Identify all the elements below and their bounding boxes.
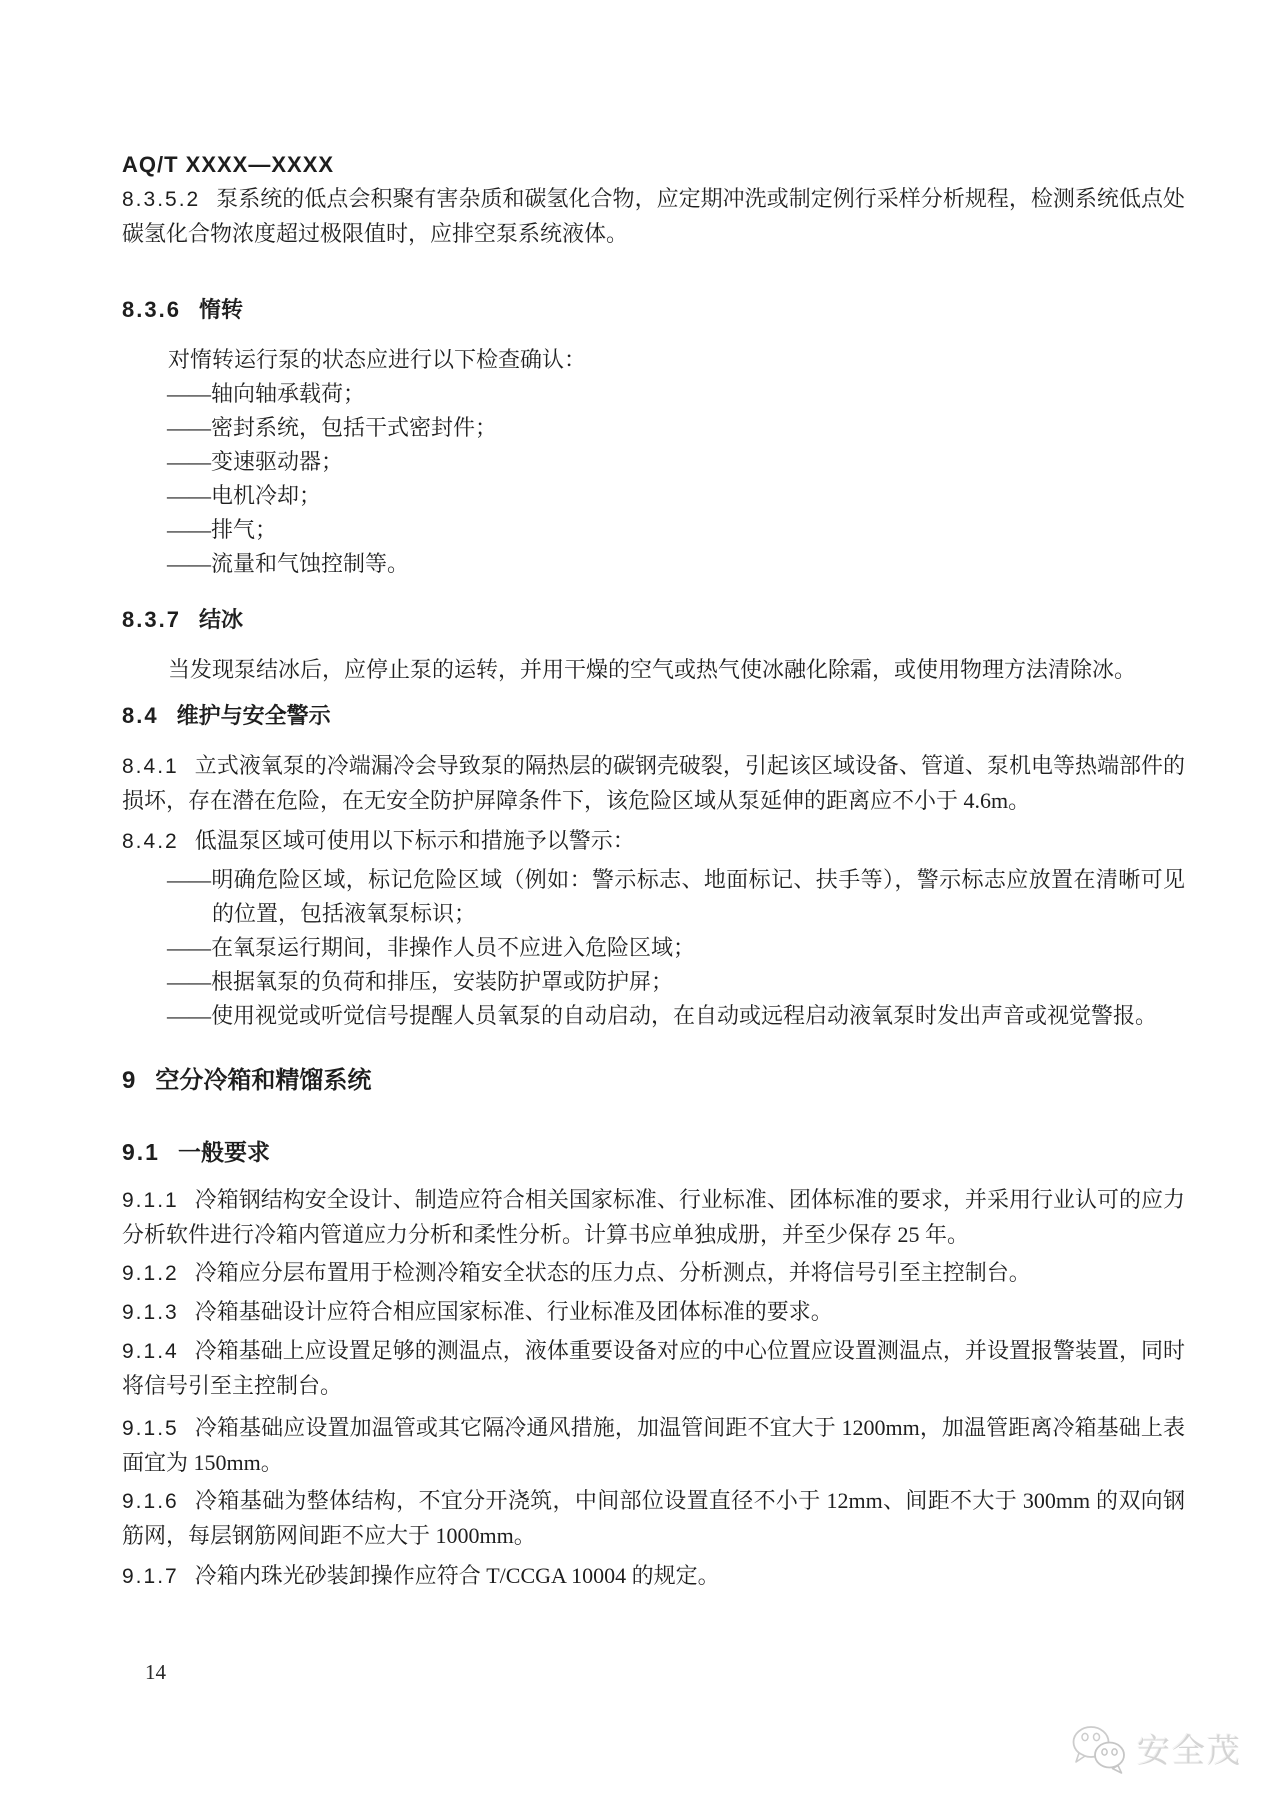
heading-8-3-7 bbox=[122, 603, 1185, 637]
clause-9-1-6 bbox=[122, 1484, 1185, 1553]
heading-number: 9 bbox=[122, 1067, 138, 1094]
heading-number: 9.1 bbox=[122, 1139, 160, 1165]
clause-9-1-3 bbox=[122, 1295, 1185, 1330]
clause-number: 9.1.6 bbox=[122, 1490, 179, 1513]
clause-number: 9.1.3 bbox=[122, 1301, 179, 1324]
clause-number: 8.4.1 bbox=[122, 755, 179, 778]
clause-number: 8.4.2 bbox=[122, 830, 179, 853]
heading-9-1 bbox=[122, 1135, 1185, 1169]
list-item: ——排气； bbox=[167, 517, 278, 542]
list-item: ——变速驱动器； bbox=[167, 449, 344, 474]
clause-number: 9.1.1 bbox=[122, 1189, 179, 1212]
list-item: ——轴向轴承载荷； bbox=[167, 381, 366, 406]
clause-text: 冷箱钢结构安全设计、制造应符合相关国家标准、行业标准、团体标准的要求，并采用行业认可的应力分析软件进行冷箱内管道应力分析和柔性分析。计算书应单独成册，并至少保存 25 年。 bbox=[122, 1187, 1185, 1247]
clause-9-1-7 bbox=[122, 1559, 1185, 1594]
running-header: AQ/T XXXX—XXXX bbox=[122, 152, 335, 177]
clause-9-1-4 bbox=[122, 1334, 1185, 1403]
heading-8-4 bbox=[122, 699, 1185, 733]
watermark-text: 安全茂 bbox=[1137, 1734, 1242, 1770]
heading-title: 惰转 bbox=[198, 297, 243, 322]
clause-text: 冷箱基础为整体结构，不宜分开浇筑，中间部位设置直径不小于 12mm、间距不大于 300mm 的双向钢筋网，每层钢筋网间距不应大于 1000mm。 bbox=[122, 1488, 1185, 1548]
heading-8-3-6 bbox=[122, 293, 1185, 327]
clause-text: 冷箱应分层布置用于检测冷箱安全状态的压力点、分析测点，并将信号引至主控制台。 bbox=[194, 1260, 1031, 1285]
list-item: ——流量和气蚀控制等。 bbox=[167, 551, 410, 576]
heading-9 bbox=[122, 1063, 1185, 1099]
clause-text: 冷箱基础应设置加温管或其它隔冷通风措施，加温管间距不宜大于 1200mm，加温管距离冷箱基础上表面宜为 150mm。 bbox=[122, 1415, 1185, 1475]
clause-number: 9.1.2 bbox=[122, 1262, 179, 1285]
clause-8-4-1 bbox=[122, 749, 1185, 818]
clause-8-4-2 bbox=[122, 824, 1185, 859]
paragraph-inert-rotation-intro: 对惰转运行泵的状态应进行以下检查确认： bbox=[168, 347, 587, 372]
heading-number: 8.3.6 bbox=[122, 297, 181, 322]
heading-title: 维护与安全警示 bbox=[176, 703, 331, 728]
watermark bbox=[1071, 1724, 1242, 1781]
list-item: ——根据氧泵的负荷和排压，安装防护罩或防护屏； bbox=[167, 969, 674, 994]
clause-text: 冷箱基础上应设置足够的测温点，液体重要设备对应的中心位置应设置测温点，并设置报警装置，同时将信号引至主控制台。 bbox=[122, 1338, 1185, 1398]
clause-text: 泵系统的低点会积聚有害杂质和碳氢化合物，应定期冲洗或制定例行采样分析规程，检测系统低点处碳氢化合物浓度超过极限值时，应排空泵系统液体。 bbox=[122, 186, 1185, 246]
clause-9-1-5 bbox=[122, 1411, 1185, 1480]
clause-text: 立式液氧泵的冷端漏冷会导致泵的隔热层的碳钢壳破裂，引起该区域设备、管道、泵机电等热端部件的损坏，存在潜在危险，在无安全防护屏障条件下，该危险区域从泵延伸的距离应不小于 4.6m。 bbox=[122, 753, 1185, 813]
list-item: ——电机冷却； bbox=[167, 483, 322, 508]
clause-text: 冷箱内珠光砂装卸操作应符合 T/CCGA 10004 的规定。 bbox=[194, 1563, 720, 1588]
page-number: 14 bbox=[145, 1660, 166, 1684]
list-item: ——在氧泵运行期间，非操作人员不应进入危险区域； bbox=[167, 935, 696, 960]
clause-number: 9.1.7 bbox=[122, 1565, 179, 1588]
clause-number: 9.1.4 bbox=[122, 1340, 179, 1363]
heading-number: 8.3.7 bbox=[122, 607, 181, 632]
clause-text: 低温泵区域可使用以下标示和措施予以警示： bbox=[194, 828, 635, 853]
heading-title: 一般要求 bbox=[177, 1139, 270, 1165]
paragraph-icing: 当发现泵结冰后，应停止泵的运转，并用干燥的空气或热气使冰融化除霜，或使用物理方法清除冰。 bbox=[168, 657, 1137, 682]
wechat-logo-icon bbox=[1071, 1724, 1127, 1781]
list-item: ——使用视觉或听觉信号提醒人员氧泵的自动启动，在自动或远程启动液氧泵时发出声音或视觉警报。 bbox=[167, 1003, 1158, 1028]
heading-title: 结冰 bbox=[198, 607, 243, 632]
heading-title: 空分冷箱和精馏系统 bbox=[155, 1067, 372, 1094]
list-item: ——明确危险区域，标记危险区域（例如：警示标志、地面标记、扶手等），警示标志应放置在清晰可见的位置，包括液氧泵标识； bbox=[167, 867, 1185, 926]
clause-number: 9.1.5 bbox=[122, 1417, 179, 1440]
clause-8-3-5-2 bbox=[122, 182, 1185, 251]
list-item: ——密封系统，包括干式密封件； bbox=[167, 415, 498, 440]
heading-number: 8.4 bbox=[122, 703, 159, 728]
clause-9-1-1 bbox=[122, 1183, 1185, 1252]
clause-9-1-2 bbox=[122, 1256, 1185, 1291]
clause-number: 8.3.5.2 bbox=[122, 188, 201, 211]
clause-text: 冷箱基础设计应符合相应国家标准、行业标准及团体标准的要求。 bbox=[194, 1299, 833, 1324]
